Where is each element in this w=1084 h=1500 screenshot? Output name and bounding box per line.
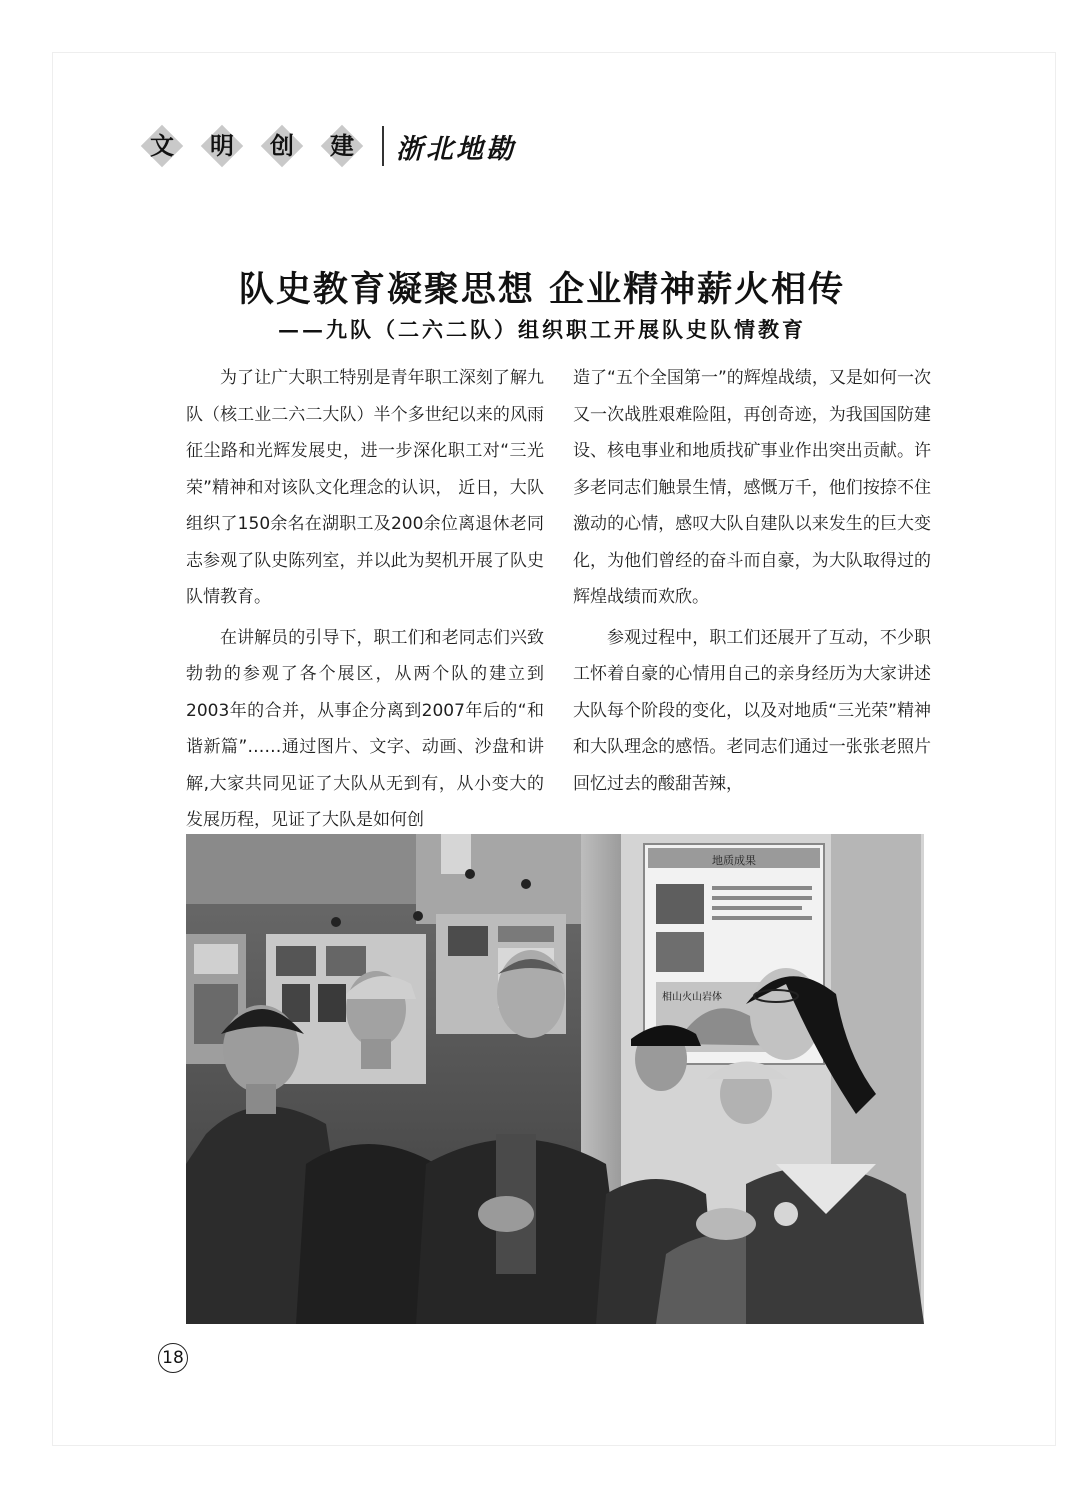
section-char-text: 文 <box>150 131 174 160</box>
article-subtitle: ——九队（二六二队）组织职工开展队史队情教育 <box>278 317 806 342</box>
page-number: 18 <box>158 1343 188 1373</box>
paragraph: 参观过程中，职工们还展开了互动，不少职工怀着自豪的心情用自己的亲身经历为大家讲述大队每个阶段的变化，以及对地质“三光荣”精神和大队理念的感悟。老同志们通过一张张老照片回忆过去的酸甜苦辣， <box>573 627 931 794</box>
section-char-2 <box>198 122 246 170</box>
exhibit-heading: 地质成果 <box>712 854 756 867</box>
article-title: 队史教育凝聚思想 企业精神薪火相传 <box>238 269 846 310</box>
header-divider <box>382 126 384 166</box>
section-char-text: 创 <box>270 131 294 160</box>
section-char-3 <box>258 122 306 170</box>
paragraph: 为了让广大职工特别是青年职工深刻了解九队（核工业二六二大队）半个多世纪以来的风雨征尘路和光辉发展史，进一步深化职工对“三光荣”精神和对该队文化理念的认识， 近日，大队组织了150余名在湖职工及200余位离退休老同志参观了队史陈列室，并以此为契机开展了队史队情教育。 <box>186 368 544 607</box>
section-char-text: 建 <box>330 131 354 160</box>
paragraph: 造了“五个全国第一”的辉煌战绩，又是如何一次又一次战胜艰难险阻，再创奇迹，为我国国防建设、核电事业和地质找矿事业作出突出贡献。许多老同志们触景生情，感慨万千，他们按捺不住激动的心情，感叹大队自建队以来发生的巨大变化，为他们曾经的奋斗而自豪，为大队取得过的辉煌战绩而欢欣。 <box>573 368 931 607</box>
left-column <box>186 360 544 839</box>
map-label: 相山火山岩体 <box>662 992 722 1003</box>
article-photo <box>186 834 924 1324</box>
section-char-4 <box>318 122 366 170</box>
paragraph: 在讲解员的引导下，职工们和老同志们兴致勃勃的参观了各个展区，从两个队的建立到2003年的合并，从事企分离到2007年后的“和谐新篇”……通过图片、文字、动画、沙盘和讲解,大家共同见证了大队从无到有，从小变大的发展历程，见证了大队是如何创 <box>186 627 544 830</box>
section-char-text: 明 <box>210 131 234 160</box>
header-brand: 浙北地勘 <box>396 133 516 165</box>
section-char-1 <box>138 122 186 170</box>
right-column <box>573 360 931 802</box>
section-header <box>138 118 516 174</box>
photo-illustration <box>186 834 924 1324</box>
